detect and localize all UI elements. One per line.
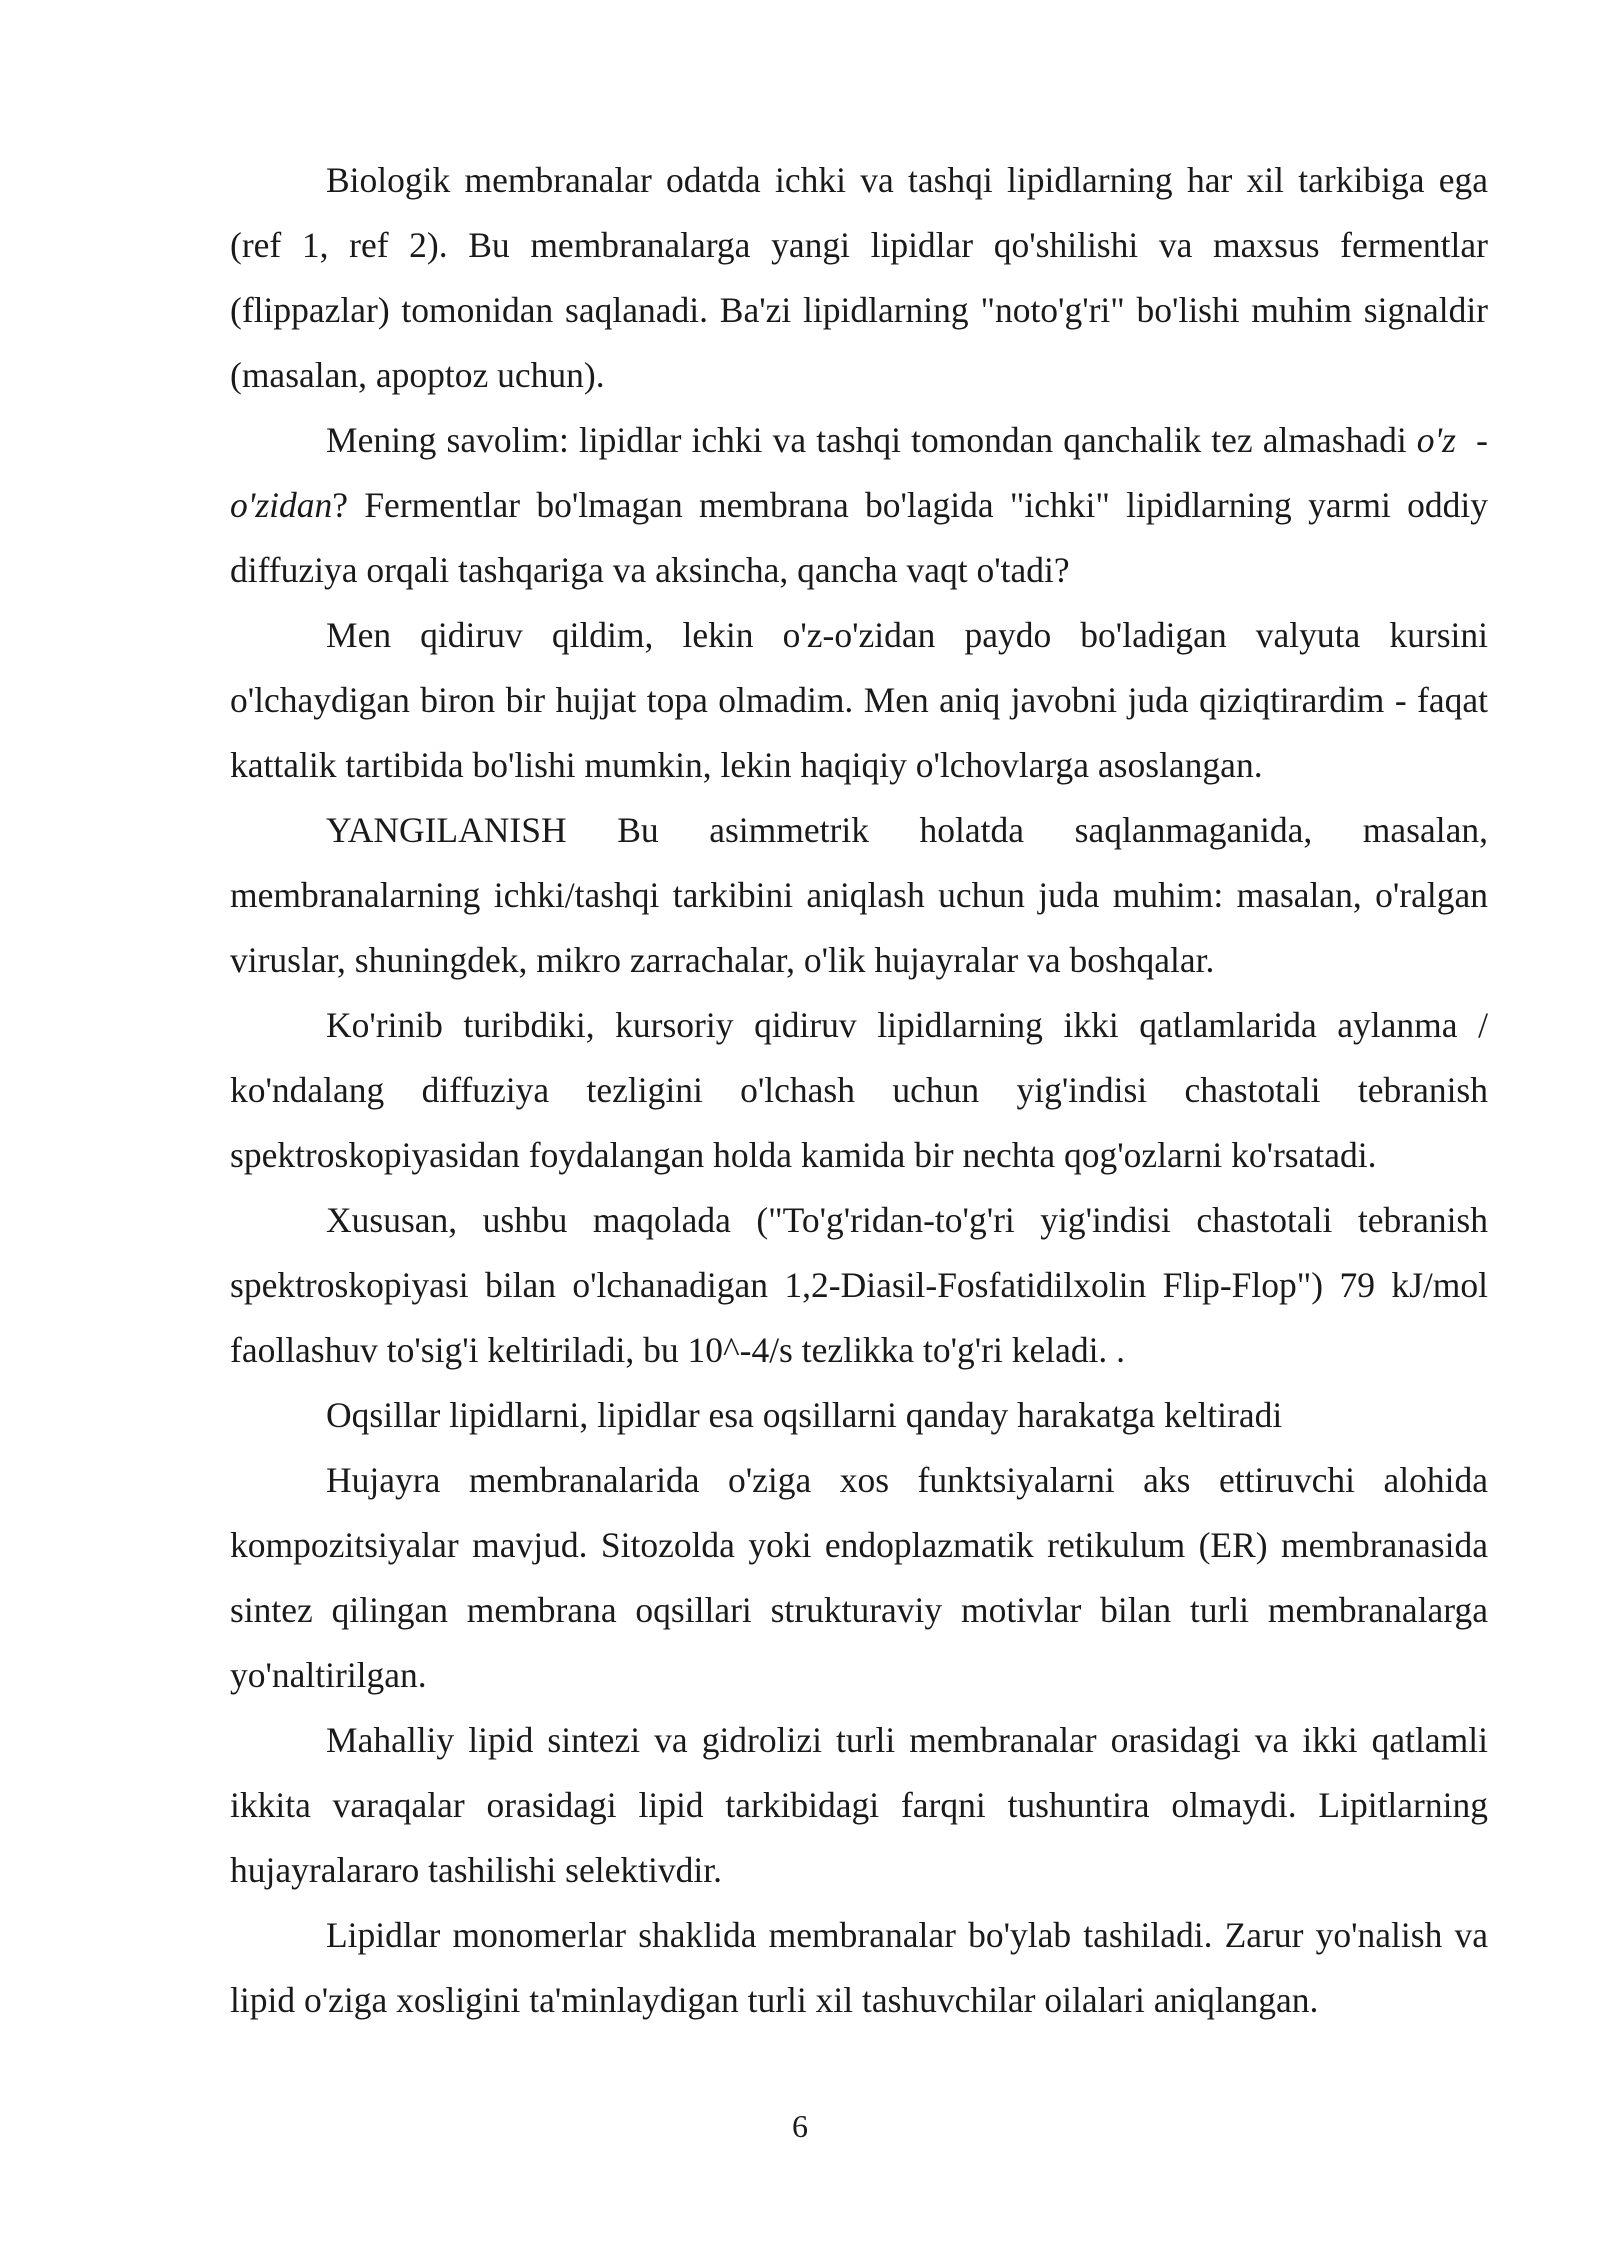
paragraph-8: Hujayra membranalarida o'ziga xos funktsiyalarni aks ettiruvchi alohida kompozitsiyalar mavjud. Sitozolda yoki endoplazmatik retikulum (ER) membranasida sintez qilingan membrana oqsillari strukturaviy motivlar bilan turli membranalarga yo'naltirilgan. [230,1460,1488,1695]
question-italic-ozidan: -o'zidan [230,420,1488,525]
paragraph-1: Biologik membranalar odatda ichki va tashqi lipidlarning har xil tarkibiga ega (ref 1, ref 2). Bu membranalarga yangi lipidlar qo'shilishi va maxsus fermentlar (flippazlar) tomonidan saqlanadi. Ba'zi lipidlarning "noto'g'ri" bo'lishi muhim signaldir (masalan, apoptoz uchun). [230,160,1488,395]
page-number: 6 [792,2108,808,2144]
paragraph-9: Mahalliy lipid sintezi va gidrolizi turli membranalar orasidagi va ikki qatlamli ikkita varaqalar orasidagi lipid tarkibidagi farqni tushuntira olmaydi. Lipitlarning hujayralararo tashilishi selektivdir. [230,1720,1488,1890]
question-italic-oz: o'z [1416,420,1456,460]
question-rest: Fermentlar bo'lmagan membrana bo'lagida "ichki" lipidlarning yarmi oddiy diffuziya orqali tashqariga va aksincha, qancha vaqt o'tadi? [230,485,1488,590]
question-suffix: ? [332,485,365,525]
paragraph-5: Ko'rinib turibdiki, kursoriy qidiruv lipidlarning ikki qatlamlarida aylanma / ko'ndalang diffuziya tezligini o'lchash uchun yig'indisi chastotali tebranish spektroskopiyasidan foydalangan holda kamida bir nechta qog'ozlarni ko'rsatadi. [230,1005,1488,1175]
document-body [230,148,1488,2033]
paragraph-7: Oqsillar lipidlarni, lipidlar esa oqsillarni qanday harakatga keltiradi [326,1395,1283,1435]
paragraph-2 [230,408,1488,603]
paragraph-4: YANGILANISH Bu asimmetrik holatda saqlanmaganida, masalan, membranalarning ichki/tashqi tarkibini aniqlash uchun juda muhim: masalan, o'ralgan viruslar, shuningdek, mikro zarrachalar, o'lik hujayralar va boshqalar. [230,810,1488,980]
paragraph-3: Men qidiruv qildim, lekin o'z-o'zidan paydo bo'ladigan valyuta kursini o'lchaydigan biron bir hujjat topa olmadim. Men aniq javobni juda qiziqtirardim - faqat kattalik tartibida bo'lishi mumkin, lekin haqiqiy o'lchovlarga asoslangan. [230,615,1488,785]
paragraph-6: Xususan, ushbu maqolada ("To'g'ridan-to'g'ri yig'indisi chastotali tebranish spektroskopiyasi bilan o'lchanadigan 1,2-Diasil-Fosfatidilxolin Flip-Flop") 79 kJ/mol faollashuv to'sig'i keltiriladi, bu 10^-4/s tezlikka to'g'ri keladi. . [230,1200,1488,1370]
question-prefix: Mening savolim: lipidlar ichki va tashqi tomondan qanchalik tez almashadi [326,420,1417,460]
paragraph-10: Lipidlar monomerlar shaklida membranalar bo'ylab tashiladi. Zarur yo'nalish va lipid o'ziga xosligini ta'minlaydigan turli xil tashuvchilar oilalari aniqlangan. [230,1915,1488,2020]
